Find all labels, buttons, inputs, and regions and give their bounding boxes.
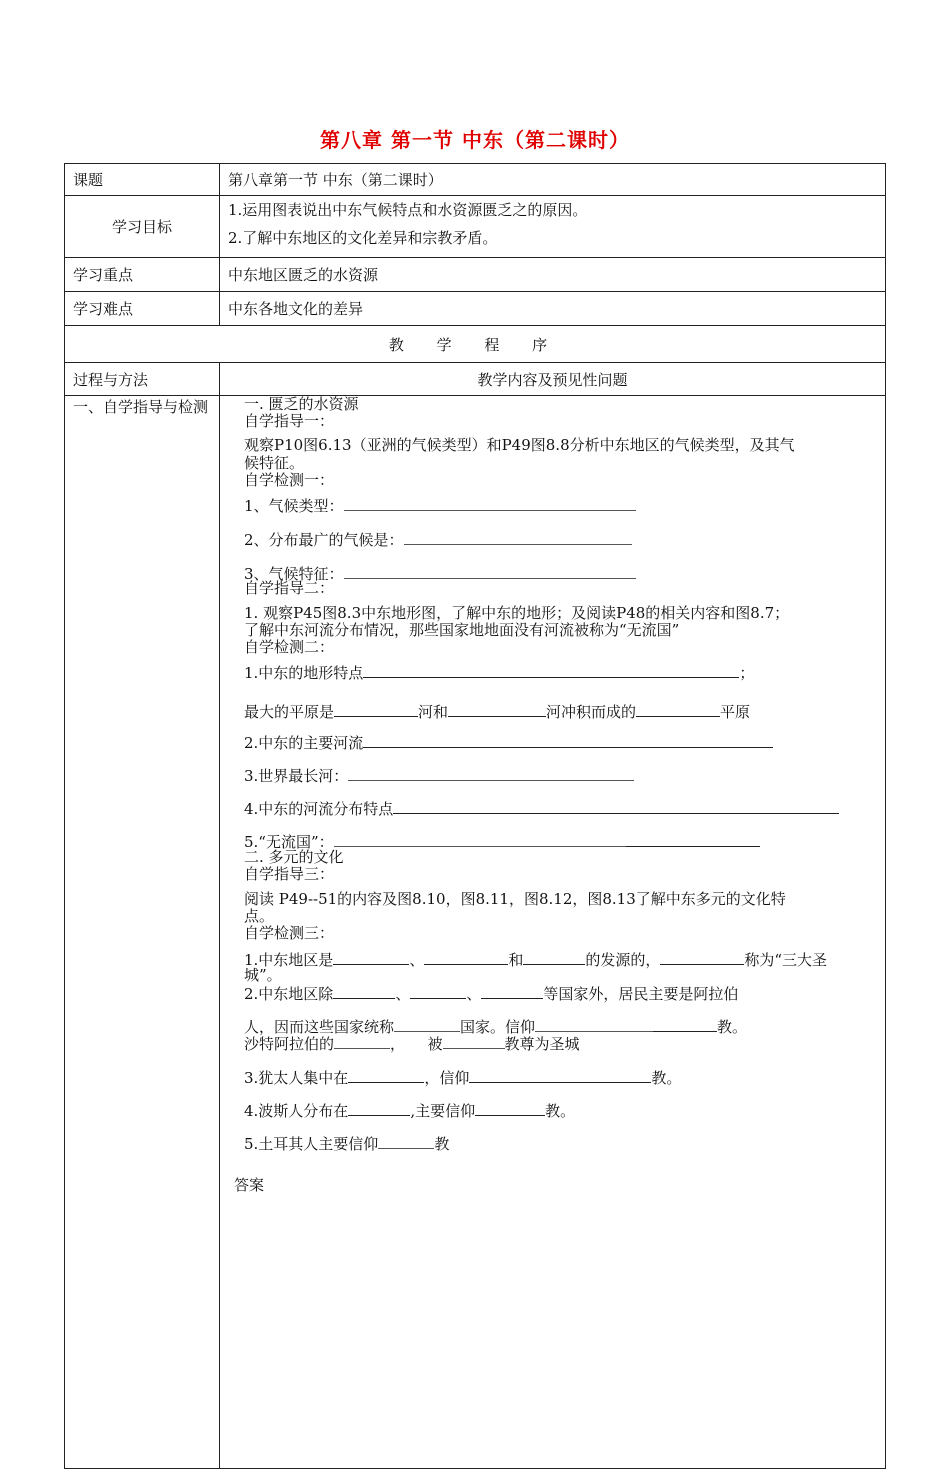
check3-q5: 5.土耳其人主要信仰 教 — [244, 1135, 450, 1153]
check2-plain: 最大的平原是 河和 河冲积而成的 平原 — [244, 703, 751, 721]
check1-q2: 2、分布最广的气候是： — [244, 530, 632, 549]
section-label: 一、自学指导与检测 — [65, 396, 220, 1469]
guide1-text-line2: 候特征。 — [244, 454, 305, 472]
check1-q1: 1、气候类型： — [244, 496, 636, 515]
content-header: 教学内容及预见性问题 — [220, 363, 886, 396]
content-lines — [64, 0, 886, 1344]
guide1-label: 自学指导一： — [244, 412, 335, 430]
goals-label: 学习目标 — [65, 196, 220, 258]
difficult-label: 学习难点 — [65, 292, 220, 326]
guide3-text-line1: 阅读 P49--51的内容及图8.10，图8.11，图8.12，图8.13了解中东多元的文化特 — [244, 890, 786, 908]
check3-q2-line2: 人，因而这些国家统称 国家。信仰 教。 — [244, 1018, 748, 1036]
check3-q1: 1.中东地区是 、 和 的发源的， 称为“三大圣 — [244, 951, 828, 969]
guide3-label: 自学指导三： — [244, 865, 335, 883]
check3-q1-line2: 城”。 — [244, 966, 282, 984]
check3-q3: 3.犹太人集中在 ，信仰 教。 — [244, 1069, 682, 1087]
check2-q2: 2.中东的主要河流 — [244, 733, 773, 752]
topic-label: 课题 — [65, 164, 220, 196]
check3-label: 自学检测三： — [244, 924, 335, 942]
topic-value: 第八章第一节 中东（第二课时） — [220, 164, 886, 196]
difficult-value: 中东各地文化的差异 — [220, 292, 886, 326]
guide2-text-line1: 1. 观察P45图8.3中东地形图，了解中东的地形；及阅读P48的相关内容和图8.7； — [244, 604, 790, 622]
guide1-text-line1: 观察P10图6.13（亚洲的气候类型）和P49图8.8分析中东地区的气候类型，及其气 — [244, 436, 795, 454]
key-label: 学习重点 — [65, 258, 220, 292]
goal-item: 2.了解中东地区的文化差异和宗教矛盾。 — [228, 229, 498, 247]
check2-q3: 3.世界最长河： — [244, 766, 634, 785]
check2-q5: 5.“无流国”： — [244, 832, 760, 851]
part1-title: 一. 匮乏的水资源 — [244, 395, 359, 413]
guide3-text-line2: 点。 — [244, 907, 275, 925]
guide2-text-line2: 了解中东河流分布情况，那些国家地地面没有河流被称为“无流国” — [244, 621, 680, 639]
check3-q2-line3: 沙特阿拉伯的 ， 被 教尊为圣城 — [244, 1035, 580, 1053]
answer-label: 答案 — [234, 1176, 265, 1194]
page-title: 第八章 第一节 中东（第二课时） — [320, 128, 630, 152]
process-label: 过程与方法 — [65, 363, 220, 396]
check2-label: 自学检测二： — [244, 638, 335, 656]
part2-title: 二. 多元的文化 — [244, 848, 344, 866]
check1-label: 自学检测一： — [244, 471, 335, 489]
check2-q4: 4.中东的河流分布特点 — [244, 799, 839, 818]
guide2-label: 自学指导二： — [244, 579, 335, 597]
key-value: 中东地区匮乏的水资源 — [220, 258, 886, 292]
check2-q1: 1.中东的地形特点 ； — [244, 664, 755, 682]
check1-q3: 3、气候特征： — [244, 564, 636, 583]
goal-item: 1.运用图表说出中东气候特点和水资源匮乏之的原因。 — [228, 201, 588, 219]
check3-q4: 4.波斯人分布在 ,主要信仰 教。 — [244, 1102, 576, 1120]
procedure-header: 教 学 程 序 — [65, 326, 886, 363]
check3-q2: 2.中东地区除 、 、 等国家外，居民主要是阿拉伯 — [244, 985, 739, 1003]
